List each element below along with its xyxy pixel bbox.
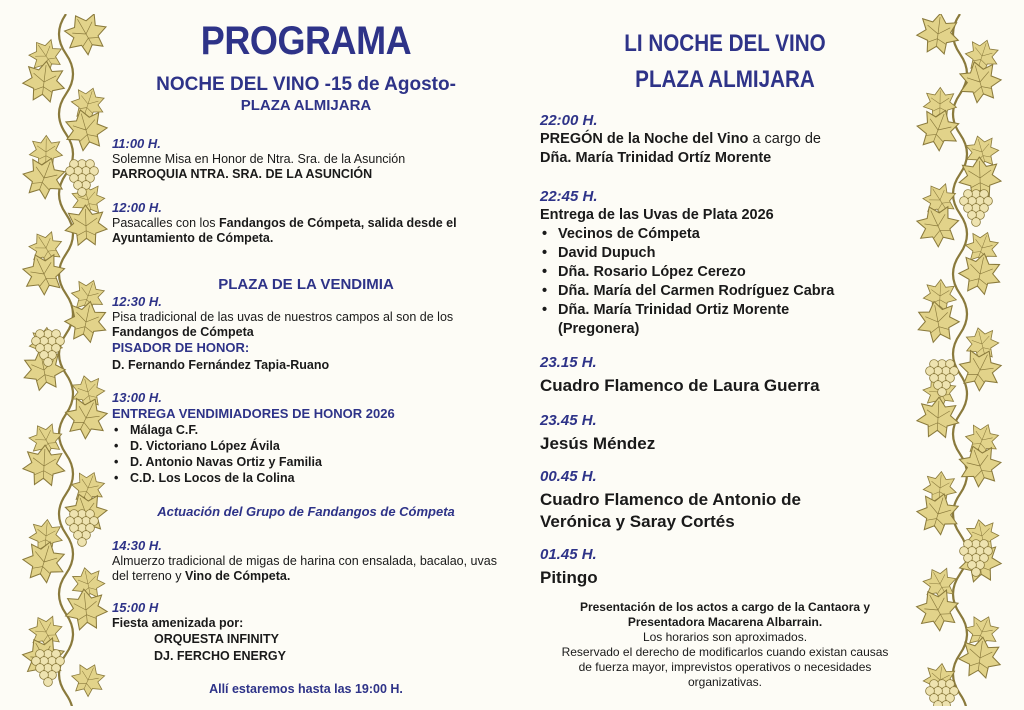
event-time: 00.45 H. bbox=[540, 468, 597, 485]
performer: ORQUESTA INFINITY bbox=[154, 632, 279, 646]
event-description: Cuadro Flamenco de Laura Guerra bbox=[540, 376, 820, 395]
closing-note: Allí estaremos hasta las 19:00 H. bbox=[209, 682, 403, 696]
program-left-column bbox=[112, 18, 500, 696]
event-time: 13:00 H. bbox=[112, 390, 162, 405]
event-description: Jesús Méndez bbox=[540, 434, 656, 453]
list-item: • Dña. María Trinidad Ortiz Morente bbox=[540, 301, 910, 320]
list-item: • Málaga C.F. bbox=[112, 422, 500, 438]
night-title: LI NOCHE DEL VINO bbox=[624, 30, 826, 57]
event-description: Pasacalles con los Fandangos de Cómpeta, salida desde el Ayuntamiento de Cómpeta. bbox=[112, 216, 457, 245]
event-time: 15:00 H bbox=[112, 600, 159, 615]
event-heading: Entrega de las Uvas de Plata 2026 bbox=[540, 207, 774, 223]
event-subtitle: NOCHE DEL VINO -15 de Agosto- bbox=[156, 74, 456, 95]
event-2200 bbox=[540, 112, 910, 168]
event-2245 bbox=[540, 188, 910, 339]
event-description: PREGÓN de la Noche del Vino a cargo de bbox=[540, 131, 821, 147]
event-1430 bbox=[112, 538, 500, 584]
event-description: Cuadro Flamenco de Antonio de bbox=[540, 490, 801, 509]
night-venue: PLAZA ALMIJARA bbox=[635, 66, 815, 93]
section-heading: PLAZA DE LA VENDIMIA bbox=[218, 276, 394, 293]
event-1300 bbox=[112, 390, 500, 486]
performer: DJ. FERCHO ENERGY bbox=[154, 649, 286, 663]
event-0145 bbox=[540, 546, 910, 589]
event-time: 01.45 H. bbox=[540, 546, 597, 563]
list-item: • Dña. Rosario López Cerezo bbox=[540, 263, 910, 282]
list-item: • C.D. Los Locos de la Colina bbox=[112, 470, 500, 486]
list-item: • Vecinos de Cómpeta bbox=[540, 225, 910, 244]
event-time: 23.45 H. bbox=[540, 412, 597, 429]
footer-presenter: Presentación de los actos a cargo de la Cantaora y bbox=[579, 600, 871, 614]
event-1230 bbox=[112, 294, 500, 373]
event-description: Verónica y Saray Cortés bbox=[540, 512, 735, 531]
event-time: 12:00 H. bbox=[112, 200, 162, 215]
list-item: • D. Victoriano López Ávila bbox=[112, 438, 500, 454]
grapevine-border-left-icon bbox=[18, 14, 114, 706]
grapevine-border-right-icon bbox=[912, 14, 1008, 706]
list-note: (Pregonera) bbox=[558, 321, 640, 337]
program-right-column bbox=[540, 28, 910, 689]
footer-note bbox=[540, 600, 910, 690]
event-venue: PLAZA ALMIJARA bbox=[240, 97, 372, 114]
honoree-list bbox=[112, 422, 500, 486]
event-time: 22:45 H. bbox=[540, 188, 598, 205]
page-title: PROGRAMA bbox=[200, 19, 412, 63]
performance-note: Actuación del Grupo de Fandangos de Cómpeta bbox=[157, 504, 455, 519]
footer-schedule-note: Los horarios son aproximados. bbox=[642, 630, 808, 644]
list-item: • David Dupuch bbox=[540, 244, 910, 263]
event-time: 11:00 H. bbox=[112, 136, 161, 151]
event-time: 14:30 H. bbox=[112, 538, 162, 553]
event-0045 bbox=[540, 468, 910, 533]
list-item: • Dña. María del Carmen Rodríguez Cabra bbox=[540, 282, 910, 301]
honor-name: D. Fernando Fernández Tapia-Ruano bbox=[112, 358, 330, 372]
event-1500 bbox=[112, 600, 500, 665]
event-location: PARROQUIA NTRA. SRA. DE LA ASUNCIÓN bbox=[112, 167, 373, 181]
footer-presenter: Presentadora Macarena Albarrain. bbox=[627, 615, 823, 629]
event-2345 bbox=[540, 412, 910, 455]
event-heading: ENTREGA VENDIMIADORES DE HONOR 2026 bbox=[112, 406, 395, 421]
event-time: 23.15 H. bbox=[540, 354, 597, 371]
honor-label: PISADOR DE HONOR: bbox=[112, 340, 250, 355]
event-description: Almuerzo tradicional de migas de harina con ensalada, bacalao, uvas del terreno y Vino de Cómpeta. bbox=[112, 554, 497, 583]
event-description: Solemne Misa en Honor de Ntra. Sra. de la Asunción bbox=[112, 152, 406, 166]
award-list bbox=[540, 225, 910, 320]
footer-disclaimer: Reservado el derecho de modificarlos cuando existan causas de fuerza mayor, imprevistos operativos o necesidades organizativas. bbox=[561, 645, 889, 689]
event-heading: Fiesta amenizada por: bbox=[112, 616, 244, 630]
event-person: Dña. María Trinidad Ortíz Morente bbox=[540, 150, 772, 166]
event-2315 bbox=[540, 354, 910, 397]
event-description: Pitingo bbox=[540, 568, 598, 587]
event-description: Pisa tradicional de las uvas de nuestros campos al son de los Fandangos de Cómpeta bbox=[112, 310, 454, 339]
event-1100 bbox=[112, 136, 500, 182]
event-time: 22:00 H. bbox=[540, 112, 598, 129]
event-time: 12:30 H. bbox=[112, 294, 162, 309]
list-item: • D. Antonio Navas Ortiz y Familia bbox=[112, 454, 500, 470]
event-1200 bbox=[112, 200, 500, 246]
